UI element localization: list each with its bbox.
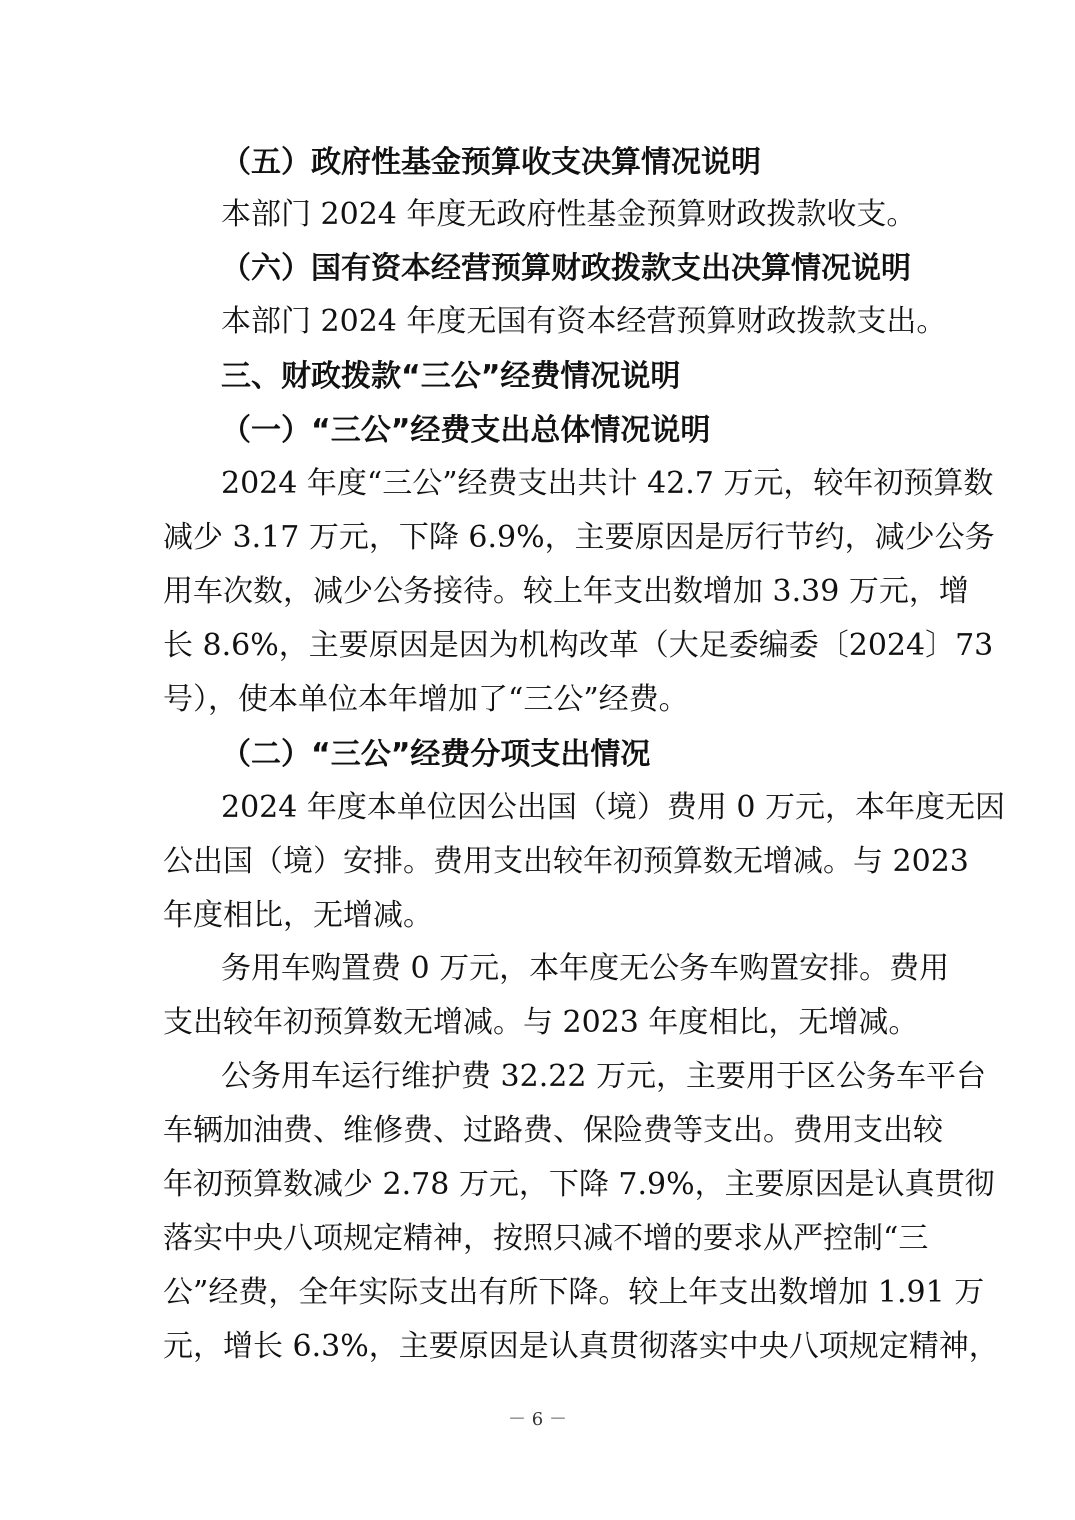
paragraph-line: 用车次数，减少公务接待。较上年支出数增加 3.39 万元，增 (163, 574, 969, 609)
page-number: － 6 － (508, 1409, 567, 1430)
paragraph-line: 号），使本单位本年增加了“三公”经费。 (163, 682, 689, 717)
section-heading-5: （五）政府性基金预算收支决算情况说明 (221, 145, 761, 180)
paragraph-line: 2024 年度“三公”经费支出共计 42.7 万元，较年初预算数 (221, 466, 994, 501)
section-heading-6: （六）国有资本经营预算财政拨款支出决算情况说明 (221, 251, 911, 286)
section-heading-1: （一）“三公”经费支出总体情况说明 (221, 413, 711, 448)
paragraph-line: 本部门 2024 年度无政府性基金预算财政拨款收支。 (221, 197, 917, 232)
paragraph-line: 减少 3.17 万元，下降 6.9%，主要原因是厉行节约，减少公务 (163, 520, 995, 555)
paragraph-line: 本部门 2024 年度无国有资本经营预算财政拨款支出。 (221, 304, 947, 339)
paragraph-line: 务用车购置费 0 万元，本年度无公务车购置安排。费用 (221, 951, 950, 986)
paragraph-line: 公”经费，全年实际支出有所下降。较上年支出数增加 1.91 万 (163, 1275, 985, 1310)
paragraph-line: 年初预算数减少 2.78 万元，下降 7.9%，主要原因是认真贯彻 (163, 1167, 995, 1202)
paragraph-line: 公务用车运行维护费 32.22 万元，主要用于区公务车平台 (221, 1059, 986, 1094)
paragraph-line: 长 8.6%，主要原因是因为机构改革（大足委编委〔2024〕73 (163, 628, 994, 663)
paragraph-line: 公出国（境）安排。费用支出较年初预算数无增减。与 2023 (163, 844, 969, 879)
paragraph-line: 车辆加油费、维修费、过路费、保险费等支出。费用支出较 (163, 1113, 943, 1148)
paragraph-line: 落实中央八项规定精神，按照只减不增的要求从严控制“三 (163, 1221, 929, 1256)
paragraph-line: 支出较年初预算数无增减。与 2023 年度相比，无增减。 (163, 1005, 919, 1040)
chapter-heading-3: 三、财政拨款“三公”经费情况说明 (221, 359, 681, 394)
paragraph-line: 年度相比，无增减。 (163, 898, 433, 933)
section-heading-2: （二）“三公”经费分项支出情况 (221, 737, 651, 772)
paragraph-line: 2024 年度本单位因公出国（境）费用 0 万元，本年度无因 (221, 790, 1006, 825)
paragraph-line: 元，增长 6.3%，主要原因是认真贯彻落实中央八项规定精神， (163, 1329, 999, 1364)
